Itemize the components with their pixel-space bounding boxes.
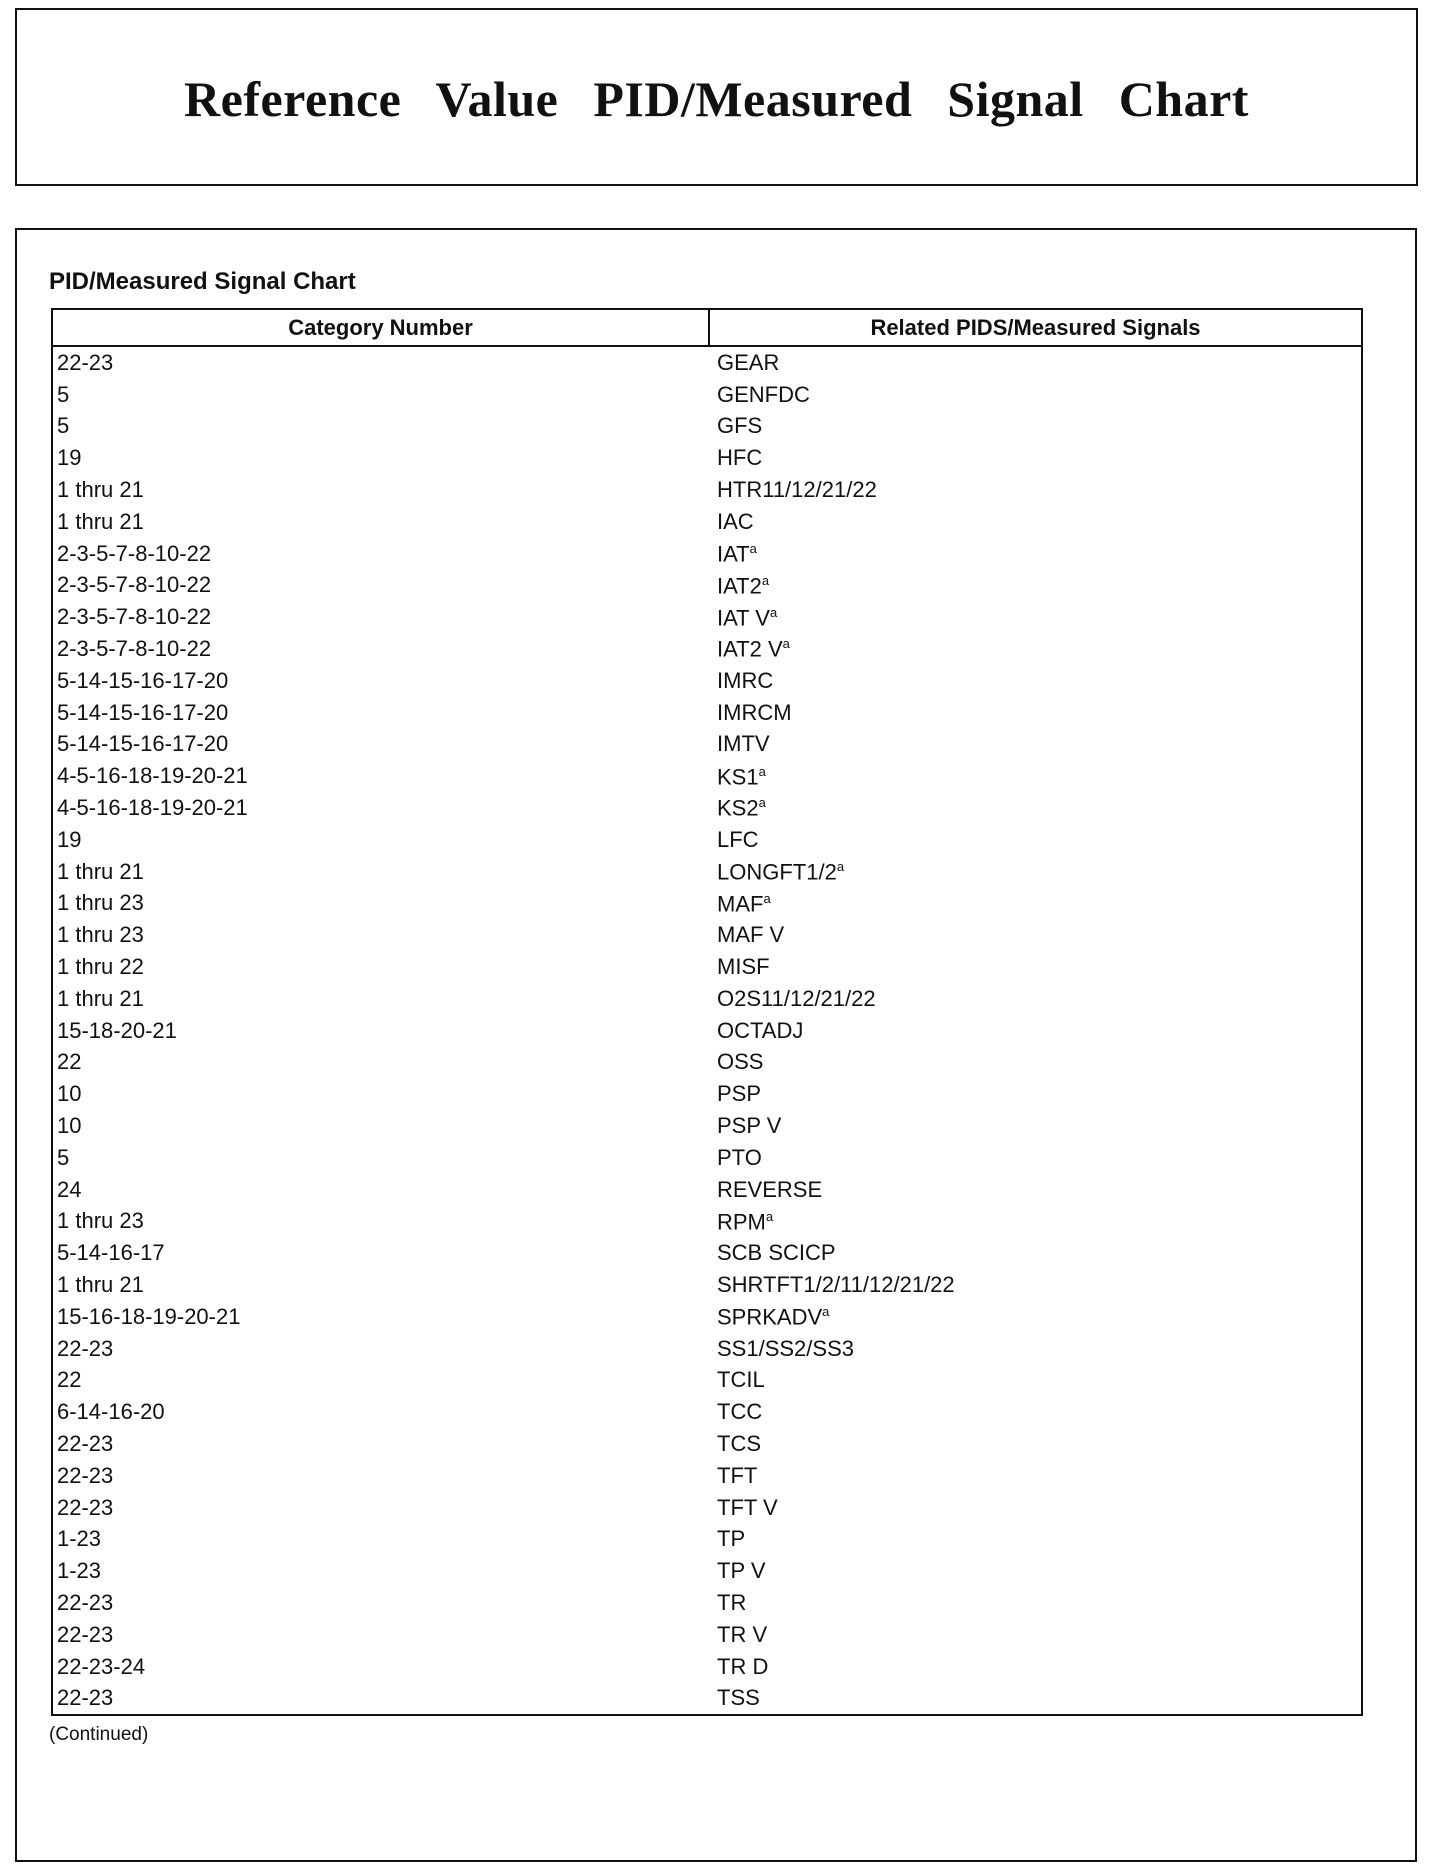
table-row [52,1619,1362,1651]
footnote-marker: a [758,795,766,811]
signal-name: TSS [717,1685,760,1711]
table-row [52,1015,1362,1047]
table-row [52,1428,1362,1460]
signal-cell [709,729,1362,761]
chart-panel [15,228,1417,1862]
signal-name: LFC [717,826,759,852]
table-row [52,1301,1362,1333]
signal-name: IAT2 [717,573,762,599]
signal-cell [709,1365,1362,1397]
table-row [52,570,1362,602]
table-row [52,1682,1362,1715]
category-number-cell: 19 [57,445,82,471]
category-number-cell: 22-23 [57,1430,114,1456]
signal-cell [709,760,1362,792]
table-body [52,346,1362,1715]
table-row [52,951,1362,983]
signal-cell [709,1651,1362,1683]
category-number-cell: 22-23 [57,1494,114,1520]
signal-cell [709,697,1362,729]
table-row [52,824,1362,856]
signal-name: RPM [717,1209,766,1235]
signal-cell [709,506,1362,538]
signal-cell [709,1492,1362,1524]
table-row [52,729,1362,761]
signal-cell [709,1396,1362,1428]
category-number-cell: 5 [57,381,70,407]
signal-name: O2S11/12/21/22 [717,985,876,1011]
signal-cell [709,1555,1362,1587]
signal-cell [709,1142,1362,1174]
table-row [52,1555,1362,1587]
signal-cell [709,1047,1362,1079]
signal-name: REVERSE [717,1176,823,1202]
signal-name: TCS [717,1430,761,1456]
table-row [52,856,1362,888]
signal-name: SS1/SS2/SS3 [717,1335,854,1361]
table-row [52,1651,1362,1683]
signal-cell [709,1682,1362,1715]
table-row [52,888,1362,920]
category-number-cell: 5-14-16-17 [57,1240,165,1266]
signal-cell [709,538,1362,570]
signal-cell [709,919,1362,951]
footnote-marker: a [761,572,770,588]
signal-name: TR [717,1589,747,1615]
footnote-marker: a [749,541,757,557]
signal-cell [709,824,1362,856]
signal-cell [709,1333,1362,1365]
category-number-cell: 5 [57,1144,70,1170]
signal-name: GENFDC [717,381,810,407]
table-row [52,1237,1362,1269]
signal-cell [709,633,1362,665]
category-number-cell: 1 thru 22 [57,954,144,980]
table-row [52,411,1362,443]
signal-name: HFC [717,445,763,471]
signal-name: IAT [717,541,750,567]
signal-cell [709,1237,1362,1269]
signal-name: MAF V [717,922,785,948]
table-row [52,1078,1362,1110]
table-row [52,474,1362,506]
table-row [52,379,1362,411]
category-number-cell: 2-3-5-7-8-10-22 [57,540,212,566]
category-number-cell: 10 [57,1081,82,1107]
signal-name: HTR11/12/21/22 [717,477,877,503]
table-row [52,983,1362,1015]
table-row [52,346,1362,379]
signal-name: IAT2 V [717,636,783,662]
table-header-row [52,309,1362,346]
signal-name: MAF [717,891,764,917]
table-row [52,1269,1362,1301]
signal-name: GEAR [717,349,780,375]
signal-name: PTO [717,1144,762,1170]
signal-cell [709,1269,1362,1301]
category-number-cell: 1-23 [57,1526,102,1552]
category-number-cell: 22-23 [57,1462,114,1488]
signal-name: PSP V [717,1113,782,1139]
category-number-cell: 22-23 [57,1685,114,1711]
table-row [52,1142,1362,1174]
signal-name: TR D [717,1653,769,1679]
signal-name: SPRKADV [717,1304,823,1330]
footnote-marker: a [769,604,778,620]
category-number-cell: 1 thru 21 [57,858,144,884]
category-number-cell: 2-3-5-7-8-10-22 [57,604,212,630]
signal-name: IMRCM [717,699,792,725]
signal-cell [709,442,1362,474]
category-number-cell: 1 thru 21 [57,985,144,1011]
signal-cell [709,1110,1362,1142]
signal-name: IAT V [717,604,770,630]
signal-cell [709,474,1362,506]
signal-name: TP V [717,1558,766,1584]
signal-name: KS2 [717,795,759,821]
signal-cell [709,1174,1362,1206]
table-row [52,1523,1362,1555]
signal-cell [709,346,1362,379]
signal-name: LONGFT1/2 [717,859,837,885]
category-number-cell: 5-14-15-16-17-20 [57,667,229,693]
table-row [52,1174,1362,1206]
signal-cell [709,665,1362,697]
signal-name: SHRTFT1/2/11/12/21/22 [717,1272,955,1297]
table-row [52,1460,1362,1492]
signal-cell [709,1460,1362,1492]
signal-cell [709,1015,1362,1047]
table-row [52,506,1362,538]
category-number-cell: 1 thru 23 [57,1208,144,1234]
signal-cell [709,888,1362,920]
signal-cell [709,1619,1362,1651]
footnote-marker: a [758,763,766,779]
signal-name: TCIL [717,1367,765,1393]
category-number-cell: 5-14-15-16-17-20 [57,731,229,757]
signal-cell [709,1301,1362,1333]
signal-name: TFT V [717,1494,778,1520]
category-number-cell: 1 thru 21 [57,477,144,503]
signal-name: SCB SCICP [717,1240,836,1266]
signal-name: TR V [717,1621,768,1647]
footnote-marker: a [822,1304,830,1320]
table-row [52,1492,1362,1524]
table-row [52,919,1362,951]
table-row [52,1396,1362,1428]
signal-name: IAC [717,508,754,534]
continued-note: (Continued) [49,1724,149,1745]
table-row [52,442,1362,474]
signal-name: OSS [717,1049,764,1075]
signal-name: TFT [717,1462,758,1488]
footnote-marker: a [763,890,771,906]
category-number-cell: 1 thru 21 [57,1272,144,1297]
category-number-cell: 1 thru 21 [57,508,144,534]
table-row [52,1206,1362,1238]
category-number-cell: 2-3-5-7-8-10-22 [57,636,212,662]
signal-name: TCC [717,1399,763,1425]
table-row [52,1587,1362,1619]
category-number-cell: 5-14-15-16-17-20 [57,699,229,725]
table-row [52,792,1362,824]
signal-name: MISF [717,954,770,980]
category-number-cell: 22-23 [57,1335,114,1361]
table-row [52,1365,1362,1397]
footnote-marker: a [836,858,845,874]
category-number-cell: 5 [57,413,70,439]
signal-cell [709,1078,1362,1110]
table-row [52,1110,1362,1142]
signal-cell [709,1523,1362,1555]
signal-name: KS1 [717,763,759,789]
category-number-cell: 22-23 [57,1621,114,1647]
signal-cell [709,570,1362,602]
signal-name: IMRC [717,667,774,693]
category-number-cell: 22-23-24 [57,1653,146,1679]
signal-cell [709,792,1362,824]
signal-cell [709,1587,1362,1619]
chart-heading: PID/Measured Signal Chart [49,268,356,295]
signal-cell [709,856,1362,888]
category-number-cell: 22 [57,1049,82,1075]
signal-cell [709,411,1362,443]
category-number-cell: 2-3-5-7-8-10-22 [57,572,212,598]
category-number-cell: 4-5-16-18-19-20-21 [57,763,248,789]
signal-name: GFS [717,413,763,439]
column-header-category: Category Number [52,309,709,346]
category-number-cell: 22-23 [57,349,114,375]
table-row [52,760,1362,792]
signal-cell [709,379,1362,411]
category-number-cell: 22 [57,1367,82,1393]
title-box [15,8,1418,186]
footnote-marker: a [782,636,790,652]
category-number-cell: 22-23 [57,1589,114,1615]
signal-name: TP [717,1526,746,1552]
column-header-signals: Related PIDS/Measured Signals [709,309,1362,346]
signal-cell [709,1206,1362,1238]
table-row [52,665,1362,697]
signal-cell [709,983,1362,1015]
signal-name: IMTV [717,731,770,757]
category-number-cell: 15-16-18-19-20-21 [57,1303,241,1329]
table-row [52,538,1362,570]
table-row [52,601,1362,633]
signal-cell [709,1428,1362,1460]
table-row [52,1047,1362,1079]
signal-name: OCTADJ [717,1017,804,1043]
table-row [52,697,1362,729]
signal-cell [709,601,1362,633]
table-row [52,1333,1362,1365]
category-number-cell: 19 [57,826,82,852]
table-row [52,633,1362,665]
category-number-cell: 6-14-16-20 [57,1399,165,1425]
category-number-cell: 1-23 [57,1558,102,1584]
category-number-cell: 24 [57,1176,82,1202]
pid-signal-table [51,308,1363,1716]
signal-cell [709,951,1362,983]
category-number-cell: 4-5-16-18-19-20-21 [57,795,248,821]
category-number-cell: 15-18-20-21 [57,1017,177,1043]
category-number-cell: 1 thru 23 [57,922,144,948]
footnote-marker: a [765,1208,774,1224]
page-title: Reference Value PID/Measured Signal Chart [184,71,1249,127]
category-number-cell: 10 [57,1113,82,1139]
category-number-cell: 1 thru 23 [57,890,144,916]
signal-name: PSP [717,1081,762,1107]
